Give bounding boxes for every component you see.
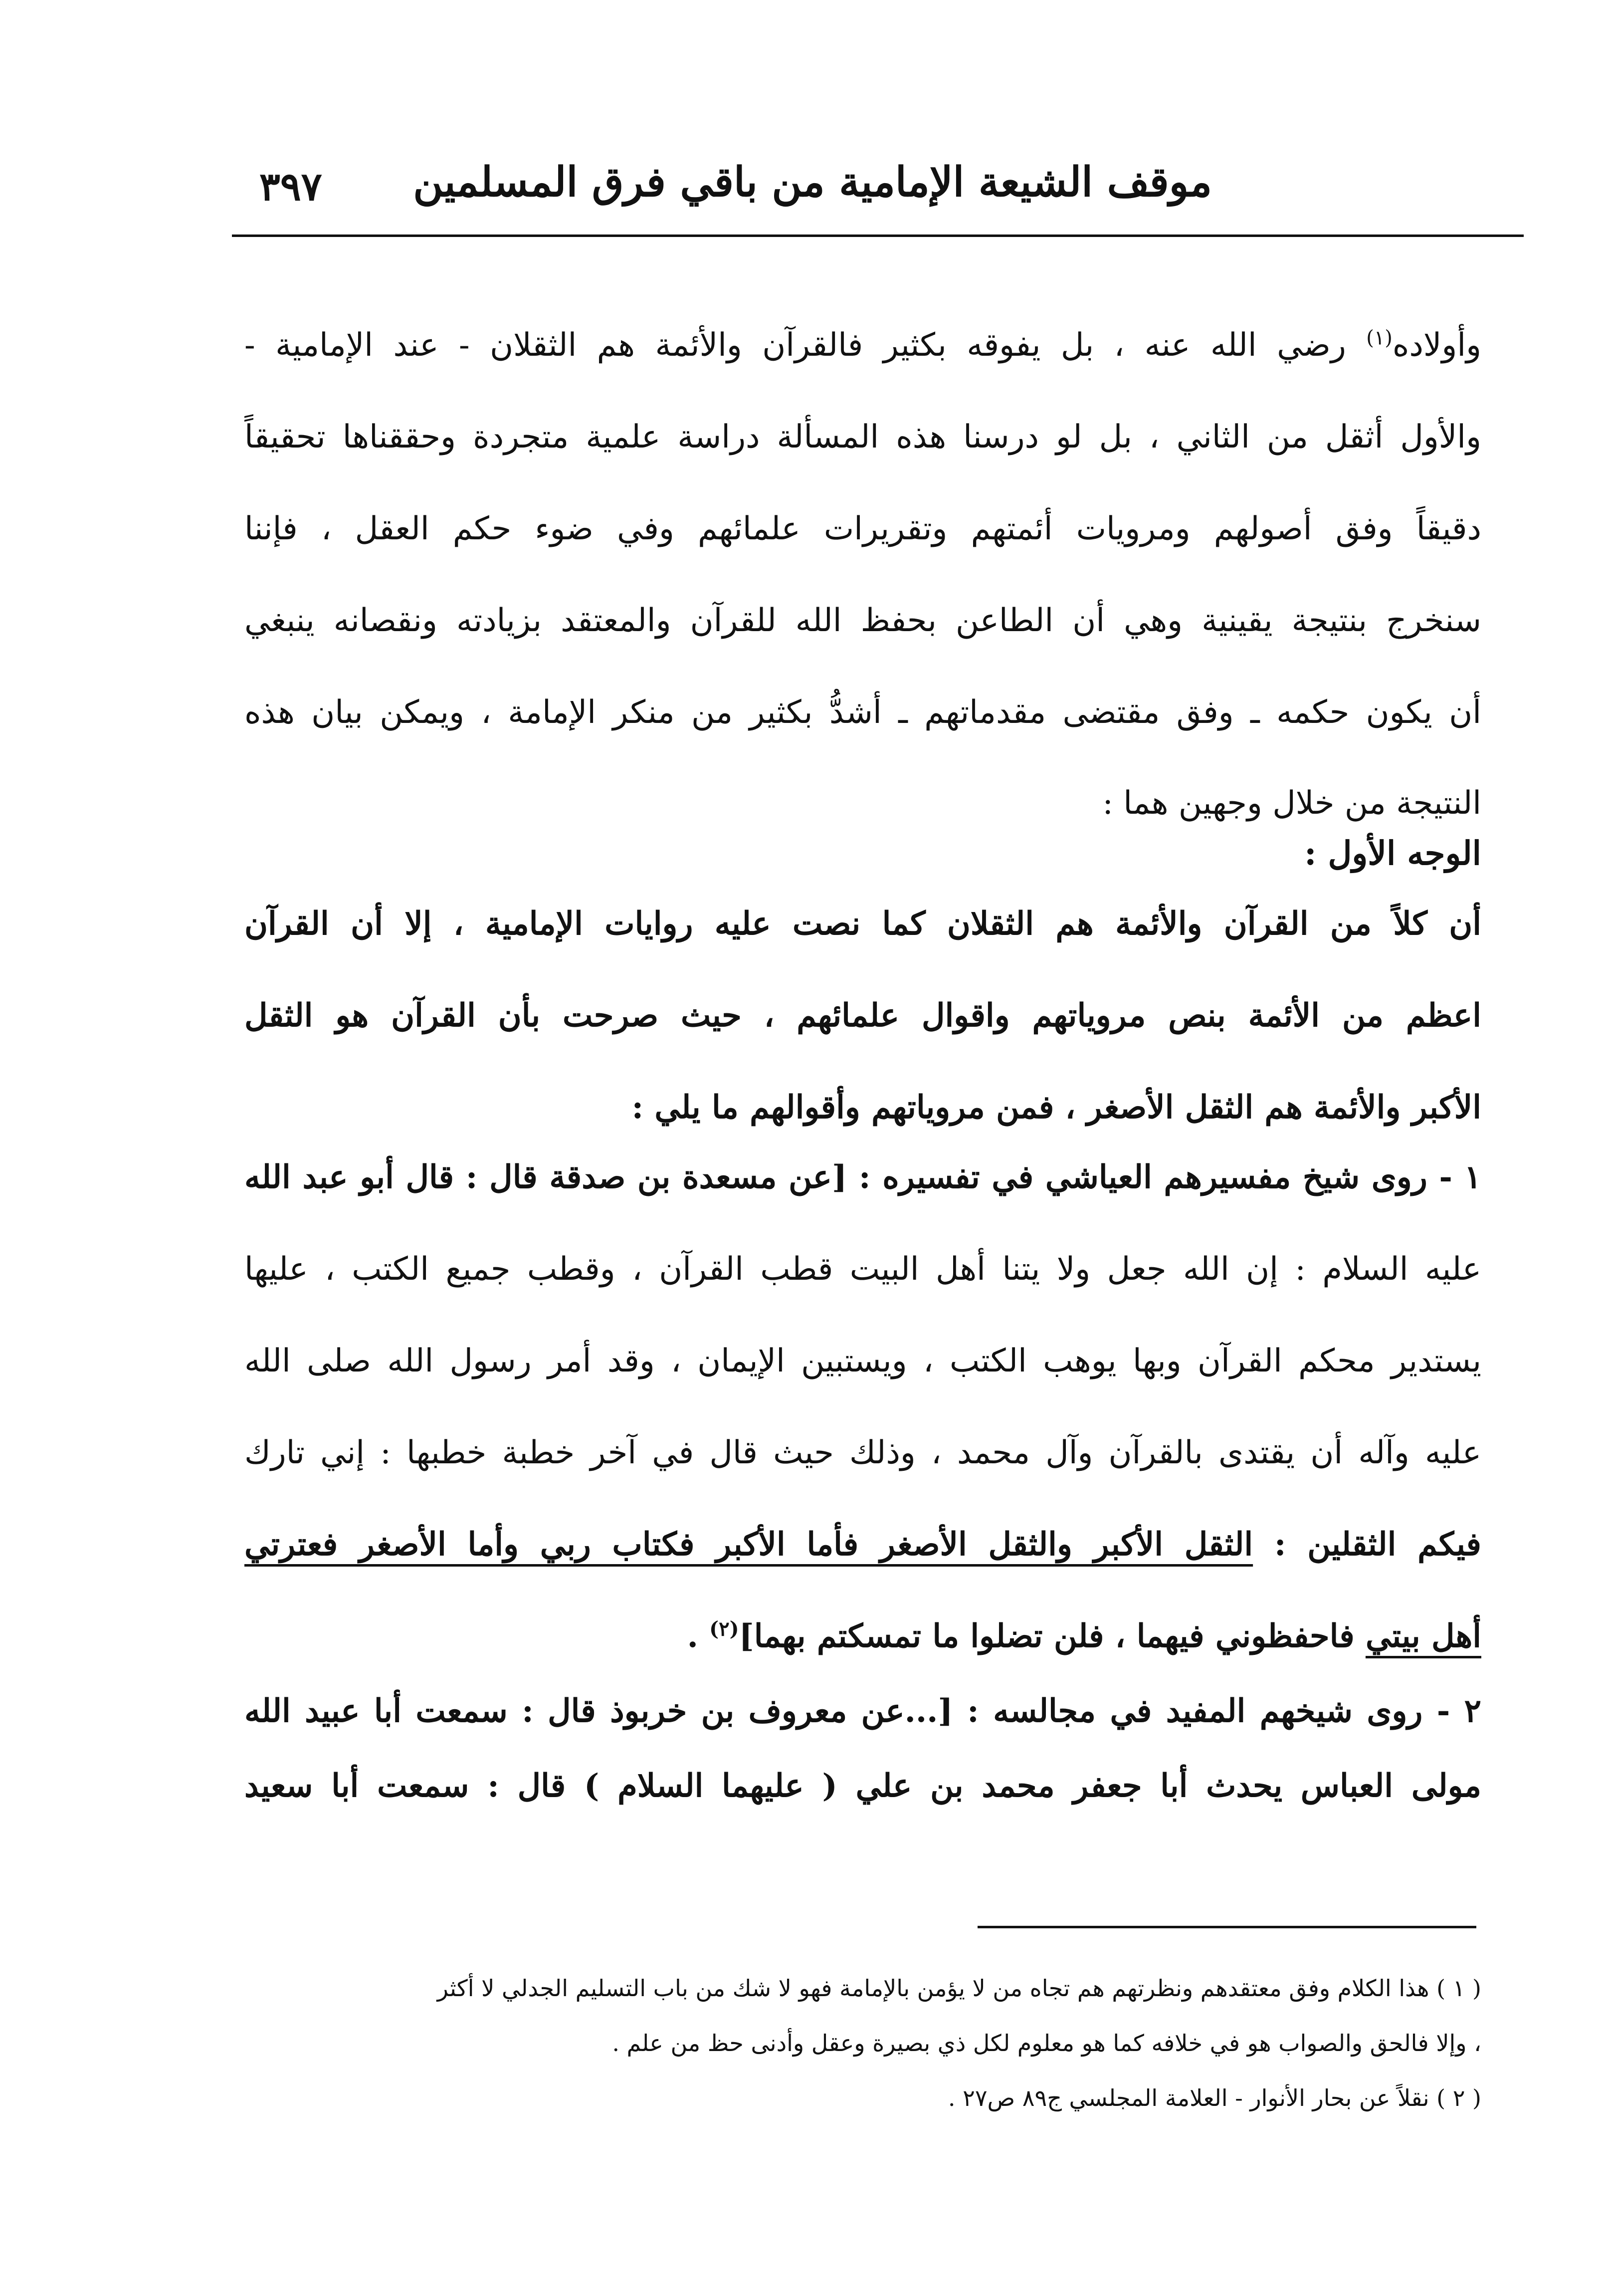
footnote-reference-1: (١) — [1366, 326, 1393, 350]
text-line: أن يكون حكمه ـ وفق مقتضى مقدماتهم ـ أشدُّ بكثير من منكر الإمامة ، ويمكن بيان هذه — [244, 694, 1481, 731]
text-line — [244, 1591, 1481, 1665]
text-segment: فيكم الثقلين : — [1253, 1526, 1481, 1563]
main-text — [244, 299, 1481, 1832]
text-line: النتيجة من خلال وجهين هما : — [1102, 785, 1481, 822]
underlined-quote: أهل بيتي — [1365, 1617, 1481, 1655]
text-line: عليه وآله أن يقتدى بالقرآن وآل محمد ، وذلك حيث قال في آخر خطبة خطبها : إني تارك — [244, 1434, 1481, 1471]
text-line: اعظم من الأئمة بنص مروياتهم واقوال علمائهم ، حيث صرحت بأن القرآن هو الثقل — [244, 997, 1481, 1034]
footnotes — [239, 1961, 1481, 2125]
text-line — [244, 1499, 1481, 1591]
underlined-quote: الثقل الأكبر والثقل الأصغر فأما الأكبر فكتاب ربي وأما الأصغر فعترتي — [244, 1526, 1253, 1563]
text-line: يستدير محكم القرآن وبها يوهب الكتب ، ويستبين الإيمان ، وقد أمر رسول الله صلى الله — [244, 1343, 1481, 1379]
text-segment: فاحفظوني فيهما ، فلن تضلوا ما تمسكتم بهما] — [739, 1617, 1366, 1655]
footnote-divider — [978, 1926, 1476, 1928]
text-line: ٢ - روى شيخهم المفيد في مجالسه : [...عن معروف بن خربوذ قال : سمعت أبا عبيد الله — [244, 1692, 1481, 1730]
page-number: ٣٩٧ — [259, 164, 322, 210]
section-heading: الوجه الأول : — [1304, 834, 1481, 873]
footnote-2: ( ٢ ) نقلاً عن بحار الأنوار - العلامة المجلسي ج٨٩ ص٢٧ . — [948, 2084, 1481, 2111]
footnote-reference-2: (٢) — [709, 1617, 739, 1641]
page-header — [234, 145, 1521, 220]
text-line: عليه السلام : إن الله جعل ولا يتنا أهل البيت قطب القرآن ، وقطب جميع الكتب ، عليها — [244, 1251, 1481, 1288]
text-line: والأول أثقل من الثاني ، بل لو درسنا هذه المسألة دراسة علمية متجردة وحققناها تحقيقاً — [244, 419, 1481, 456]
text-line: مولى العباس يحدث أبا جعفر محمد بن علي ( عليهما السلام ) قال : سمعت أبا سعيد — [244, 1767, 1481, 1805]
footnote-1: ( ١ ) هذا الكلام وفق معتقدهم ونظرتهم هم تجاه من لا يؤمن بالإمامة فهو لا شك من باب التسليم الجدلي لا أكثر — [437, 1975, 1481, 2002]
text-line: ١ - روى شيخ مفسيرهم العياشي في تفسيره : [عن مسعدة بن صدقة قال : قال أبو عبد الله — [244, 1158, 1481, 1196]
text-line: الأكبر والأئمة هم الثقل الأصغر ، فمن مروياتهم وأقوالهم ما يلي : — [631, 1089, 1481, 1126]
text-line: سنخرج بنتيجة يقينية وهي أن الطاعن بحفظ الله للقرآن والمعتقد بزيادته ونقصانه ينبغي — [244, 602, 1481, 639]
text-line: دقيقاً وفق أصولهم ومرويات أئمتهم وتقريرات علمائهم وفي ضوء حكم العقل ، فإننا — [244, 510, 1481, 547]
text-segment: وأولاده — [1392, 327, 1481, 364]
header-divider — [232, 234, 1524, 237]
text-line — [244, 299, 1481, 391]
running-title: موقف الشيعة الإمامية من باقي فرق المسلمين — [413, 158, 1212, 206]
text-segment: . — [687, 1617, 710, 1655]
footnote-1-continued: ، وإلا فالحق والصواب هو في خلافه كما هو معلوم لكل ذي بصيرة وعقل وأدنى حظ من علم . — [612, 2030, 1481, 2057]
text-line: أن كلاً من القرآن والأئمة هم الثقلان كما نصت عليه روايات الإمامية ، إلا أن القرآن — [244, 905, 1481, 942]
text-segment: رضي الله عنه ، بل يفوقه بكثير فالقرآن والأئمة هم الثقلان - عند الإمامية - — [244, 327, 1367, 364]
